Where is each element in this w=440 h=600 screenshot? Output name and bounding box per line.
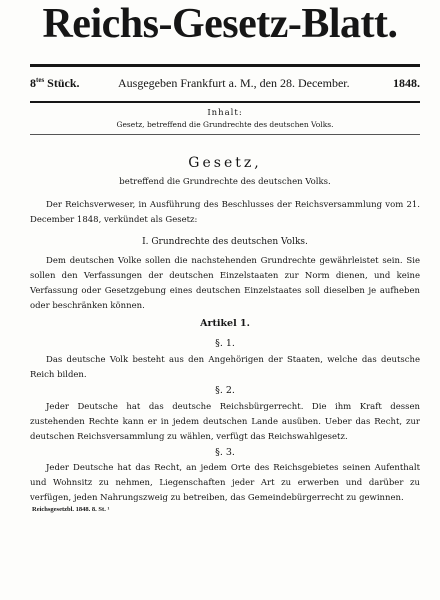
contents-heading: Inhalt: — [207, 108, 243, 118]
issue-year: 1848. — [393, 76, 420, 90]
masthead-title: Reichs-Gesetz-Blatt. — [42, 1, 398, 47]
law-subtitle: betreffend die Grundrechte des deutschen Volks. — [119, 177, 331, 187]
paragraph-text-1: Das deutsche Volk besteht aus den Angehörigen der Staaten, welche das deutsche Reich bilden. — [30, 355, 420, 380]
issue-number — [30, 76, 80, 91]
paragraph-label-1: §. 1. — [215, 338, 235, 349]
paragraph-1 — [30, 353, 420, 383]
issue-bar — [30, 76, 420, 90]
footer-reference: Reichsgesetzbl. 1848. 8. St. ¹ — [32, 506, 110, 513]
article-heading: Artikel 1. — [200, 318, 250, 329]
paragraph-label-2: §. 2. — [215, 385, 235, 396]
issue-number-label: Stück. — [47, 76, 80, 90]
law-title: Gesetz, — [188, 155, 262, 171]
paragraph-text-2: Jeder Deutsche hat das deutsche Reichsbürgerrecht. Die ihm Kraft dessen zustehenden Rechte kann er in jedem deutschen Lande ausüben. Ueber das Recht, zur deutschen Reichsversammlung zu wählen, verfügt das Reichswahlgesetz. — [30, 402, 420, 442]
preamble-paragraph — [30, 198, 420, 228]
top-rule — [30, 64, 420, 67]
section-heading: I. Grundrechte des deutschen Volks. — [142, 237, 308, 247]
intro-paragraph — [30, 254, 420, 314]
contents-text: Gesetz, betreffend die Grundrechte des deutschen Volks. — [116, 120, 334, 129]
issue-number-value: 8 — [30, 76, 36, 90]
paragraph-text-3: Jeder Deutsche hat das Recht, an jedem Orte des Reichsgebietes seinen Aufenthalt und Wohnsitz zu nehmen, Liegenschaften jeder Art zu erwerben und darüber zu verfügen, jeden Nahrungszweig zu betreiben, das Gemeindebürgerrecht zu gewinnen. — [30, 463, 420, 503]
issue-date-line: Ausgegeben Frankfurt a. M., den 28. December. — [118, 76, 350, 90]
issue-rule — [30, 101, 420, 103]
paragraph-3 — [30, 461, 420, 506]
contents-rule — [30, 134, 420, 135]
preamble-text: Der Reichsverweser, in Ausführung des Beschlusses der Reichsversammlung vom 21. December 1848, verkündet als Gesetz: — [30, 200, 420, 225]
paragraph-2 — [30, 400, 420, 445]
intro-text: Dem deutschen Volke sollen die nachstehenden Grundrechte gewährleistet sein. Sie sollen den Verfassungen der deutschen Einzelstaaten zur Norm dienen, und keine Verfassung oder Gesetzgebung eines deutschen Einzelstaates soll dieselben je aufheben oder beschränken können. — [30, 256, 420, 311]
paragraph-label-3: §. 3. — [215, 447, 235, 458]
issue-number-suffix: tes — [36, 76, 45, 84]
